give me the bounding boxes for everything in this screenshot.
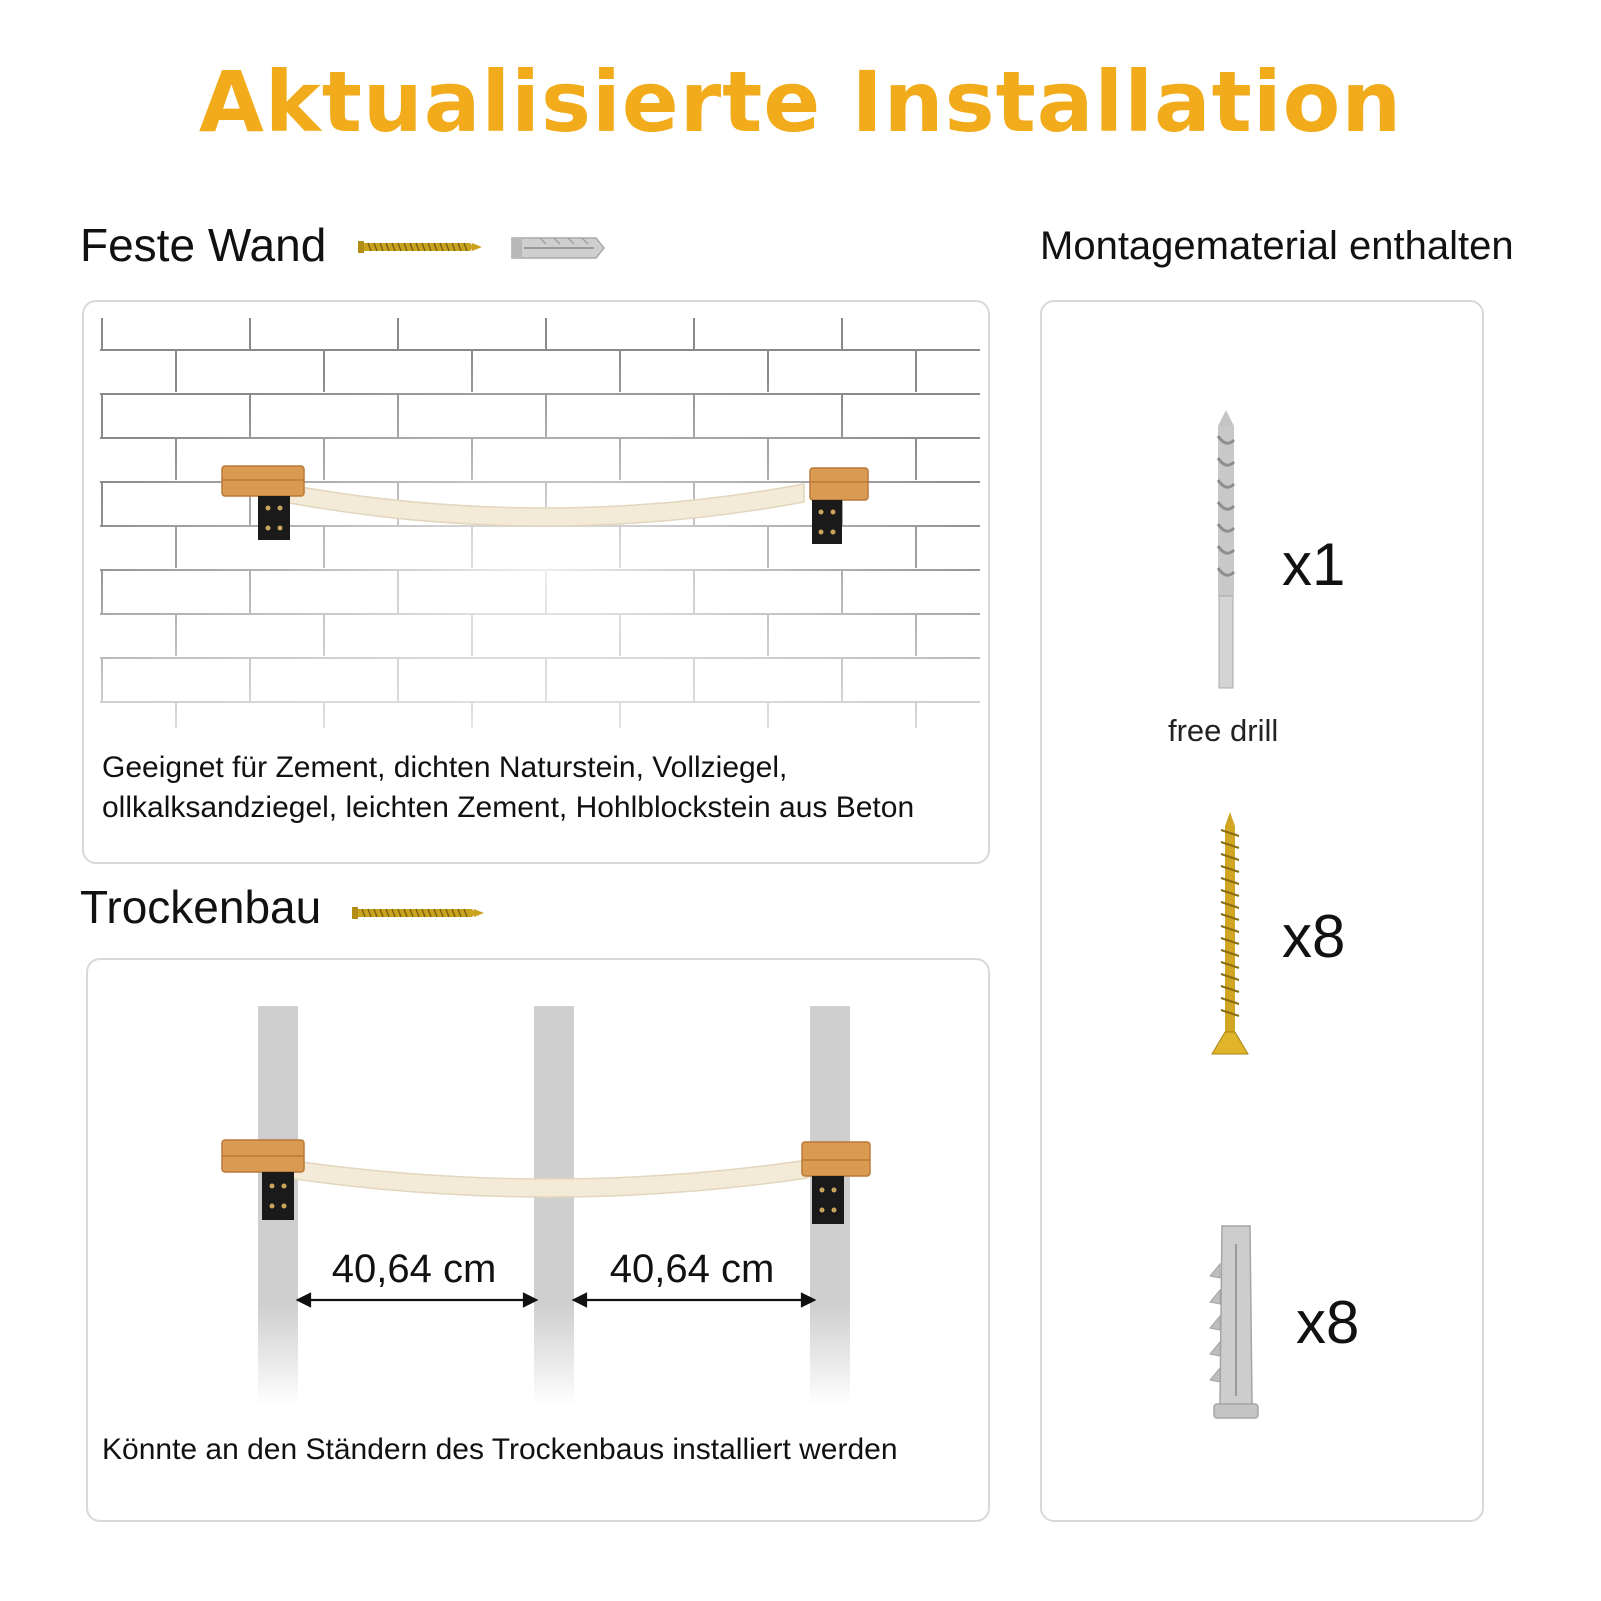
stud-middle: [534, 1006, 574, 1406]
solid-wall-caption-line1: Geeignet für Zement, dichten Naturstein, Vollziegel,: [102, 751, 788, 784]
drywall-caption: Könnte an den Ständern des Trockenbaus installiert werden: [102, 1433, 898, 1466]
screw-icon: [1208, 810, 1252, 1060]
hammock-shelf-illustration: [214, 462, 874, 562]
drill-quantity: x1: [1282, 531, 1346, 598]
drywall-studs-illustration: [88, 960, 988, 1420]
spacing-label-left: 40,64 cm: [331, 1247, 497, 1291]
screw-quantity: x8: [1282, 903, 1346, 970]
hardware-heading: Montagematerial enthalten: [1040, 224, 1514, 268]
drywall-panel: [86, 958, 990, 1522]
spacing-label-right: 40,64 cm: [609, 1247, 775, 1291]
anchor-quantity: x8: [1296, 1289, 1360, 1356]
solid-wall-heading: Feste Wand: [80, 219, 327, 271]
solid-wall-panel: [82, 300, 990, 864]
solid-wall-caption-line2: ollkalksandziegel, leichten Zement, Hohlblockstein aus Beton: [102, 791, 915, 824]
drill-label: free drill: [1168, 713, 1279, 748]
page-title: Aktualisierte Installation: [198, 53, 1403, 151]
wall-anchor-icon: [510, 234, 606, 262]
hardware-panel: [1040, 300, 1484, 1522]
drill-bit-icon: [1206, 406, 1246, 696]
wall-anchor-icon: [1208, 1224, 1264, 1424]
screw-icon: [358, 236, 484, 258]
drywall-heading: Trockenbau: [80, 881, 322, 933]
screw-icon: [352, 902, 488, 924]
